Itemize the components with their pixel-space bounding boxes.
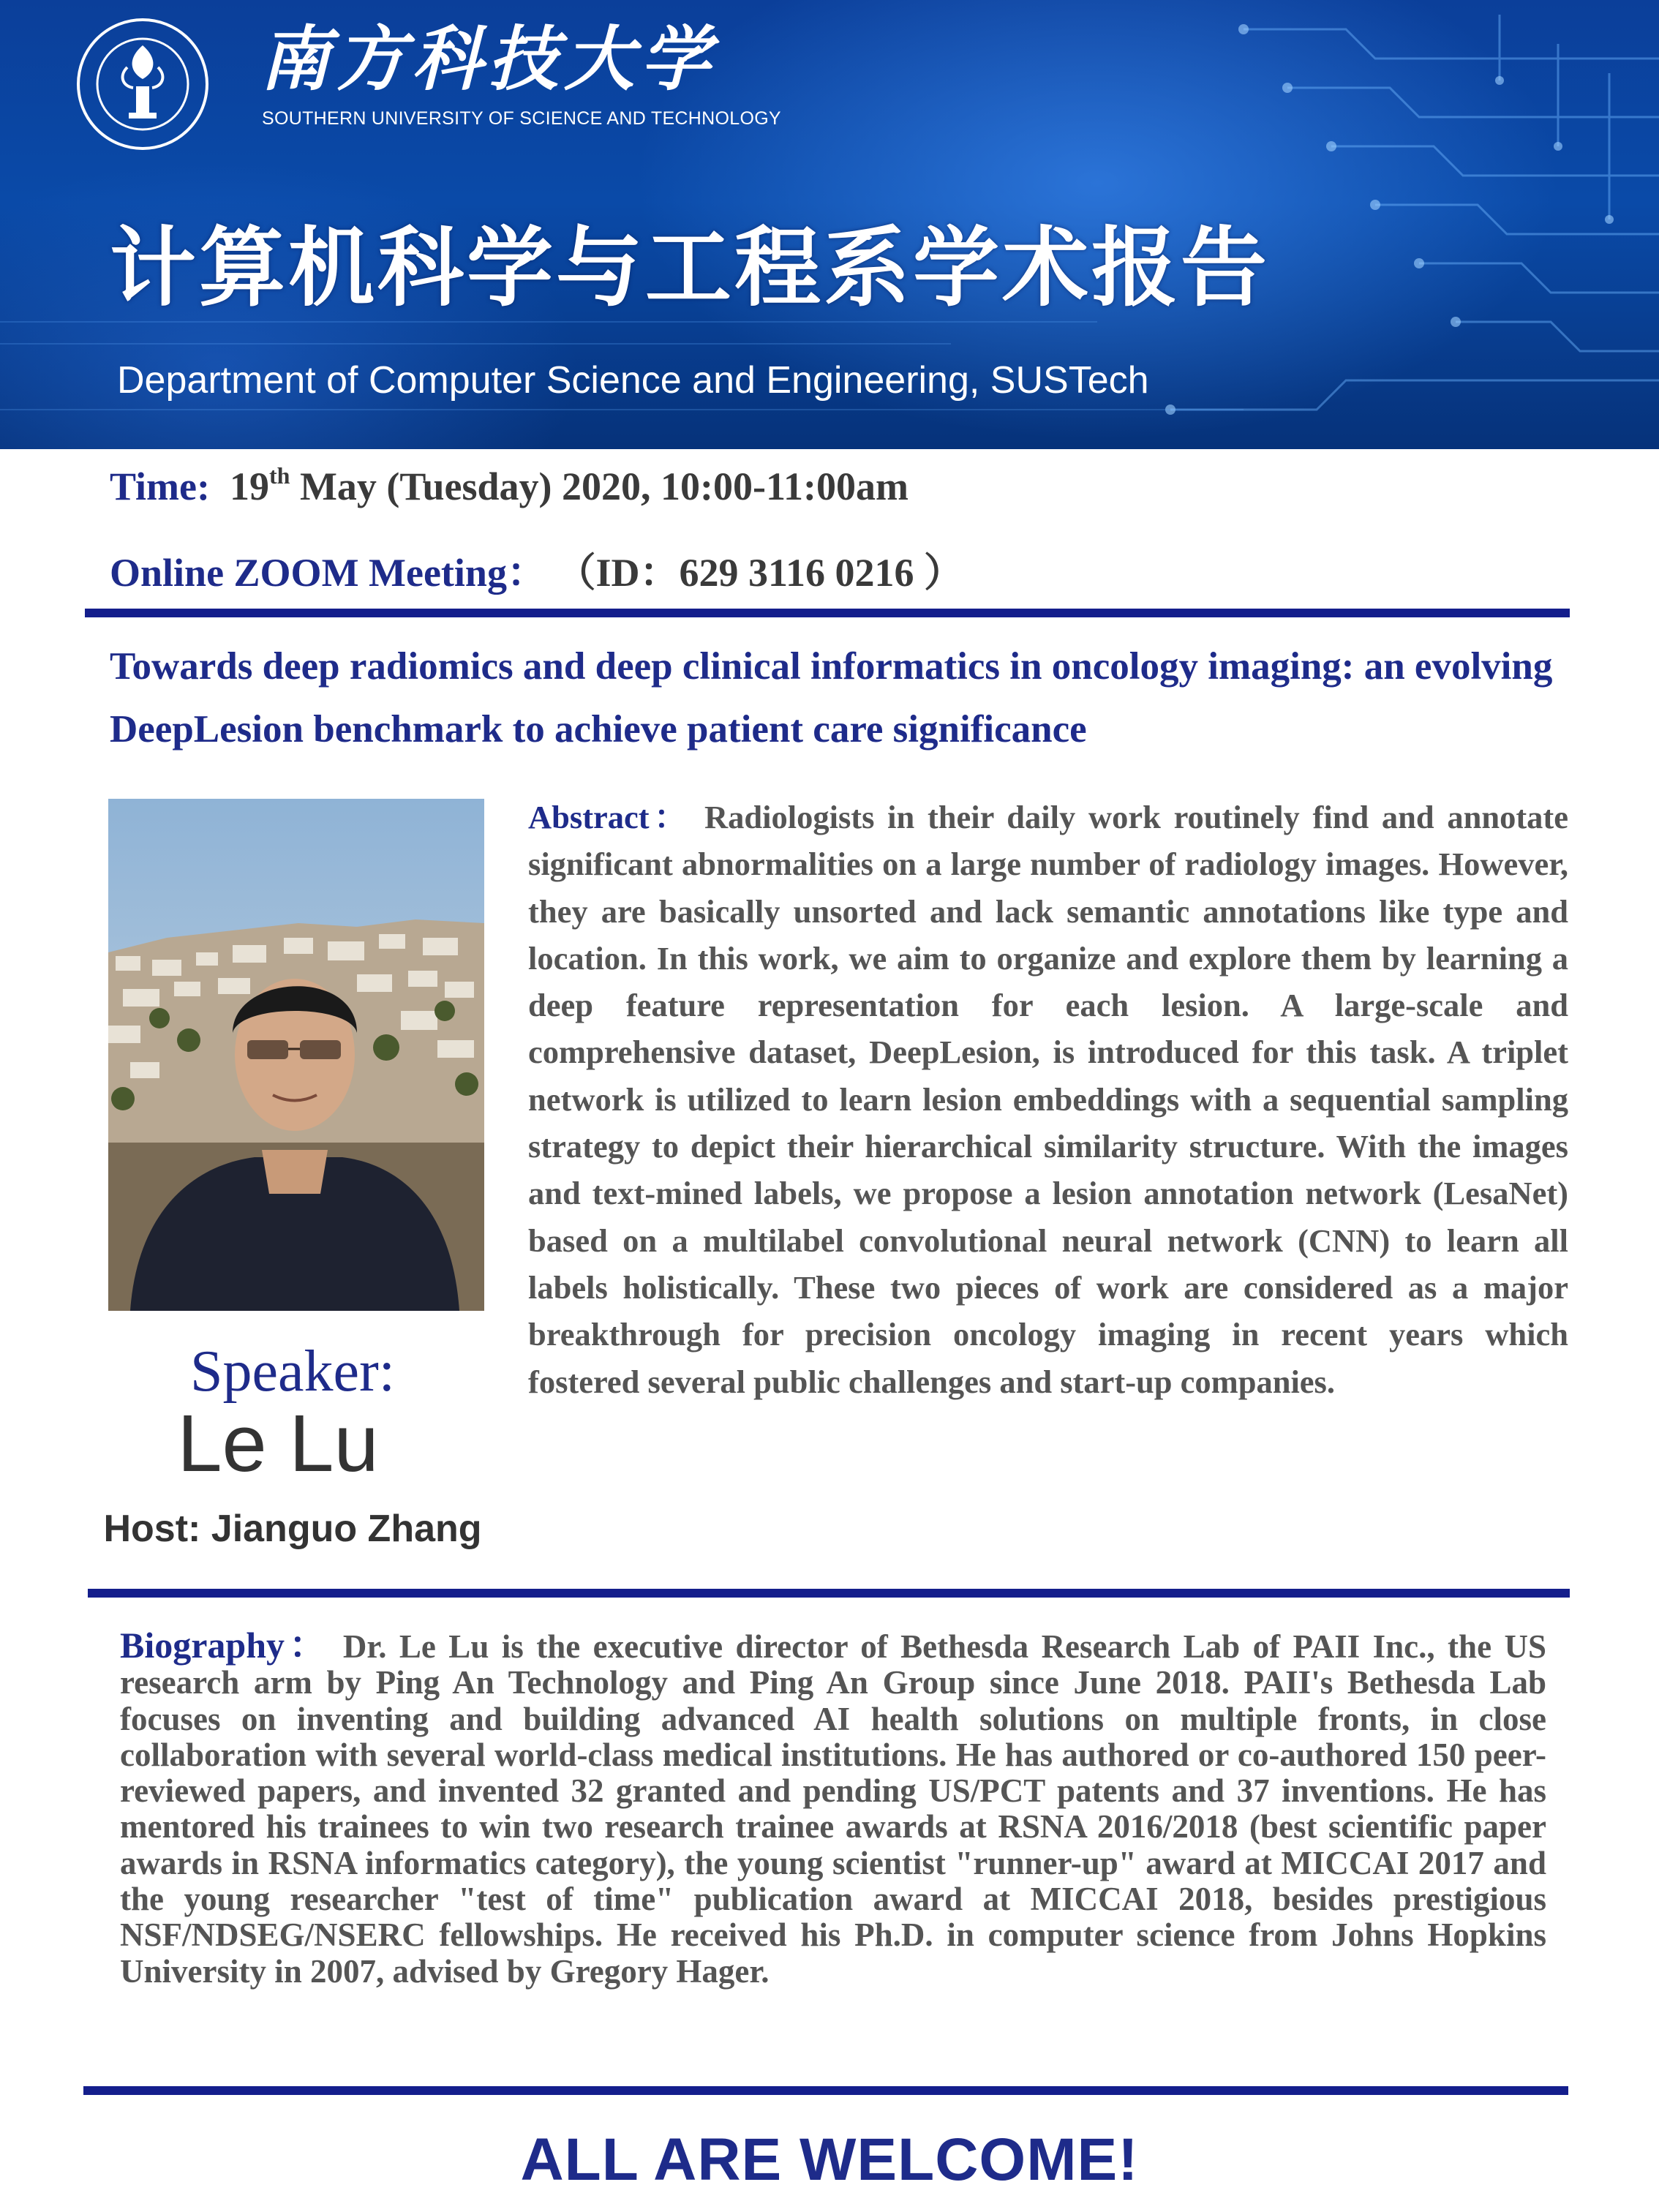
divider: [83, 2086, 1568, 2095]
time-day-suffix: th: [268, 462, 290, 489]
abstract-text: Radiologists in their daily work routinely find and annotate significant abnormalities on a large number of radiology images. However, they are basically unsorted and lack semantic annotations like type and location. In this work, we aim to organize and explore them by learning a deep feature representation for each lesion. A large-scale and comprehensive dataset, DeepLesion, is introduced for this task. A triplet network is utilized to learn lesion embeddings with a sequential sampling strategy to depict their hierarchical similarity structure. With the images and text-mined labels, we propose a lesion annotation network (LesaNet) based on a multilabel convolutional neural network (CNN) to learn all labels holistically. These two pieces of work are considered as a major breakthrough for precision oncology imaging in recent years which fostered several public challenges and start-up companies.: [528, 799, 1569, 1400]
abstract: [528, 794, 1568, 1405]
department-title-cn: 计算机科学与工程系学术报告: [110, 217, 1271, 318]
biography: [120, 1625, 1546, 1990]
talk-title: Towards deep radiomics and deep clinical informatics in oncology imaging: an evolving DeepLesion benchmark to achieve patient care significance: [110, 645, 1553, 750]
university-logo-icon: [75, 16, 211, 152]
university-name-cn: 南方科技大学: [260, 18, 716, 100]
time-rest: May (Tuesday) 2020, 10:00-11:00am: [299, 464, 908, 508]
zoom-meeting: [110, 541, 963, 598]
time-label: Time:: [110, 464, 210, 508]
speaker-name: Le Lu: [177, 1399, 379, 1489]
divider: [88, 1589, 1570, 1598]
abstract-label: Abstract：: [528, 799, 692, 835]
time-day: 19: [229, 464, 269, 508]
zoom-meeting-id: （ID：629 3116 0216 ）: [556, 551, 963, 595]
host-line: Host: Jianguo Zhang: [103, 1508, 482, 1550]
biography-text: Dr. Le Lu is the executive director of Bethesda Research Lab of PAII Inc., the US research arm by Ping An Technology and Ping An Group since June 2018. PAII's Bethesda Lab focuses on inventing and building advanced AI health solutions on multiple fronts, in close collaboration with several world-class medical institutions. He has authored or co-authored 150 peer-reviewed papers, and invented 32 granted and pending US/PCT patents and 37 inventions. He has mentored his trainees to win two research trainee awards at RSNA 2016/2018 (best scientific paper awards in RSNA informatics category), the young scientist "runner-up" award at MICCAI 2017 and the young researcher "test of time" publication award at MICCAI 2018, besides prestigious NSF/NDSEG/NSERC fellowships. He received his Ph.D. in computer science from Johns Hopkins University in 2007, advised by Gregory Hager.: [120, 1628, 1546, 1990]
speaker-photo: [108, 799, 484, 1311]
department-title-en: Department of Computer Science and Engineering, SUSTech: [117, 359, 1149, 402]
welcome-banner: ALL ARE WELCOME!: [520, 2126, 1139, 2193]
university-name-en: SOUTHERN UNIVERSITY OF SCIENCE AND TECHNOLOGY: [262, 108, 781, 129]
speaker-label: Speaker:: [190, 1339, 395, 1404]
event-time: [110, 464, 908, 509]
divider: [85, 609, 1570, 617]
biography-label: Biography：: [120, 1625, 331, 1666]
header-banner: [0, 0, 1659, 449]
zoom-label: Online ZOOM Meeting：: [110, 551, 546, 595]
